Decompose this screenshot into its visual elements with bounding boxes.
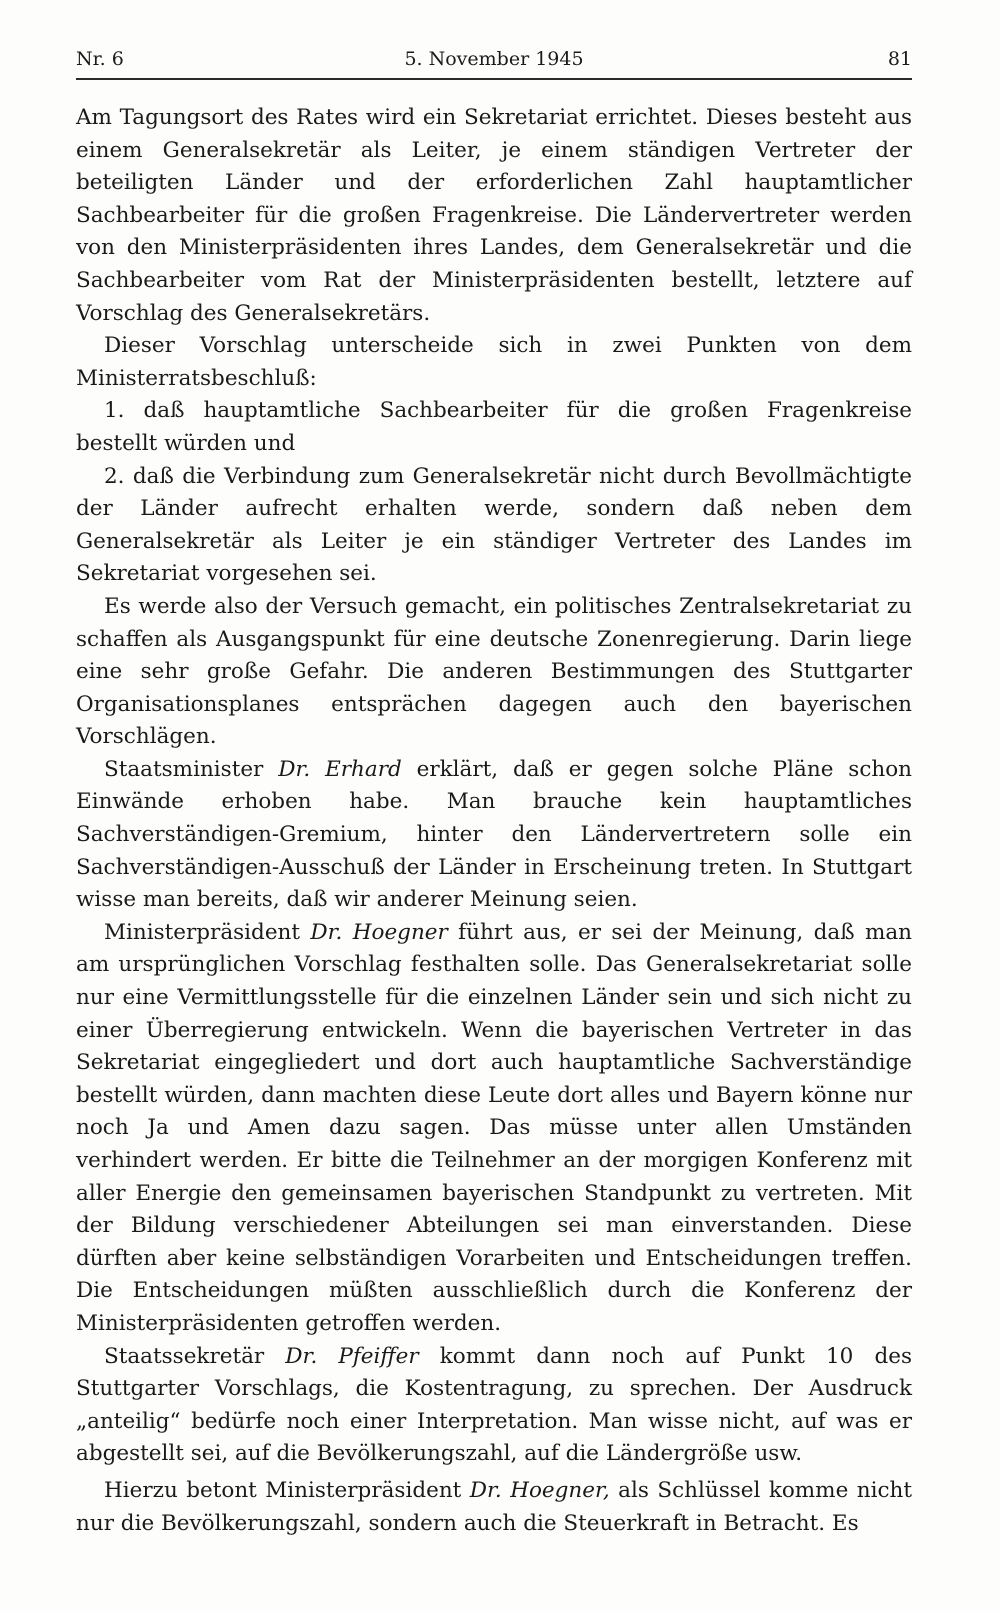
page-number: 81 <box>887 48 912 70</box>
paragraph: Staatssekretär Dr. Pfeiffer kommt dann noch auf Punkt 10 des Stuttgarter Vorschlags, die Kostentragung, zu sprechen. Der Ausdruck „anteilig“ bedürfe noch einer Interpretation. Man wisse nicht, auf was er abgestellt sei, auf die Bevölkerungszahl, auf die Ländergröße usw. <box>76 1343 912 1467</box>
header-rule <box>76 78 912 80</box>
issue-number: Nr. 6 <box>76 48 124 70</box>
paragraph-list-item: 2. daß die Verbindung zum Generalsekretär nicht durch Bevollmächtigte der Länder aufrecht erhalten werde, sondern daß neben dem Generalsekretär als Leiter je ein ständiger Vertreter des Landes im Sekretariat vorgesehen sei. <box>76 463 912 587</box>
paragraph: Dieser Vorschlag unterscheide sich in zwei Punkten von dem Ministerratsbeschluß: <box>76 333 912 391</box>
running-header <box>76 42 912 76</box>
paragraph-list-item: 1. daß hauptamtliche Sachbearbeiter für die großen Fragenkreise bestellt würden und <box>76 398 912 456</box>
paragraph: Es werde also der Versuch gemacht, ein politisches Zentralsekretariat zu schaffen als Ausgangspunkt für eine deutsche Zonenregierung. Darin liege eine sehr große Gefahr. Die anderen Bestimmungen des Stuttgarter Organisationsplanes entsprächen dagegen auch den bayerischen Vorschlägen. <box>76 593 912 750</box>
speaker-name: Dr. Hoegner <box>310 919 448 945</box>
body-text <box>76 102 912 1540</box>
paragraph: Staatsminister Dr. Erhard erklärt, daß er gegen solche Pläne schon Einwände erhoben habe. Man brauche kein hauptamtliches Sachverständigen-Gremium, hinter den Ländervertretern solle ein Sachverständigen-Ausschuß der Länder in Erscheinung treten. In Stuttgart wisse man bereits, daß wir anderer Meinung seien. <box>76 756 912 913</box>
header-date: 5. November 1945 <box>404 48 584 70</box>
speaker-name: Dr. Pfeiffer <box>285 1343 419 1369</box>
paragraph: Hierzu betont Ministerpräsident Dr. Hoegner, als Schlüssel komme nicht nur die Bevölkerungszahl, sondern auch die Steuerkraft in Betracht. Es <box>76 1477 912 1536</box>
speaker-name: Dr. Hoegner, <box>469 1477 610 1503</box>
paragraph: Ministerpräsident Dr. Hoegner führt aus, er sei der Meinung, daß man am ursprünglichen Vorschlag festhalten solle. Das Generalsekretariat solle nur eine Vermittlungsstelle für die einzelnen Länder sein und sich nicht zu einer Überregierung entwickeln. Wenn die bayerischen Vertreter in das Sekretariat eingegliedert und dort auch hauptamtliche Sachverständige bestellt würden, dann machten diese Leute dort alles und Bayern könne nur noch Ja und Amen dazu sagen. Das müsse unter allen Umständen verhindert werden. Er bitte die Teilnehmer an der morgigen Konferenz mit aller Energie den gemeinsamen bayerischen Standpunkt zu vertreten. Mit der Bildung verschiedener Abteilungen sei man einverstanden. Diese dürften aber keine selbständigen Vorarbeiten und Entscheidungen treffen. Die Entscheidungen müßten ausschließlich durch die Konferenz der Ministerpräsidenten getroffen werden. <box>76 919 912 1336</box>
speaker-name: Dr. Erhard <box>278 756 402 782</box>
paragraph: Am Tagungsort des Rates wird ein Sekretariat errichtet. Dieses besteht aus einem Generalsekretär als Leiter, je einem ständigen Vertreter der beteiligten Länder und der erforderlichen Zahl hauptamtlicher Sachbearbeiter für die großen Fragenkreise. Die Ländervertreter werden von den Ministerpräsidenten ihres Landes, dem Generalsekretär und die Sachbearbeiter vom Rat der Ministerpräsidenten bestellt, letztere auf Vorschlag des Generalsekretärs. <box>76 105 912 326</box>
